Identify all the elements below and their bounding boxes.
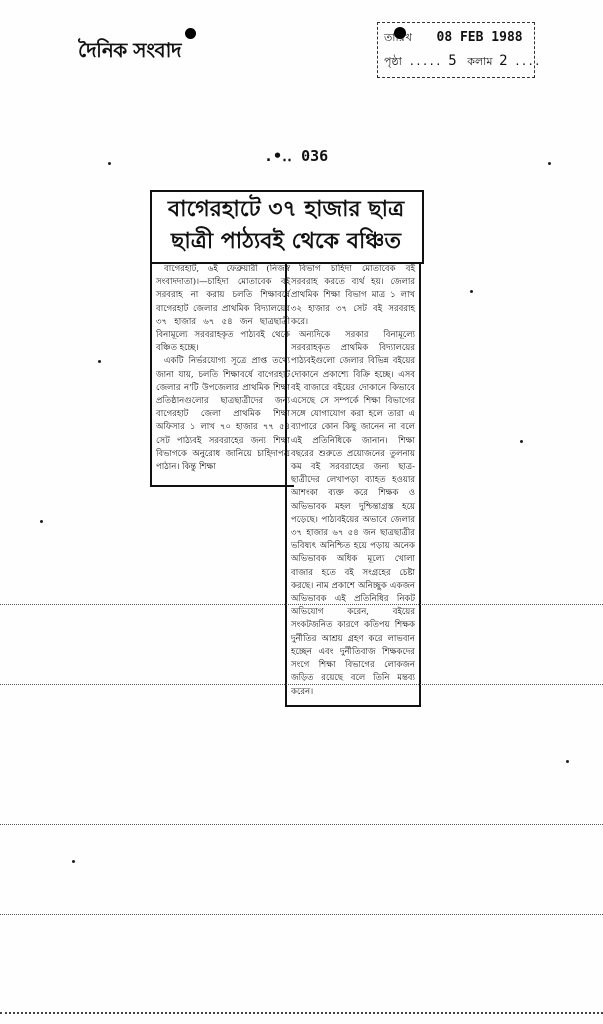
scan-dot-row — [0, 684, 603, 685]
newspaper-masthead: দৈনিক সংবাদ — [78, 38, 181, 62]
stamp-page-label: পৃষ্ঠা — [384, 55, 402, 68]
scan-speck — [40, 520, 43, 523]
scan-speck — [98, 360, 101, 363]
scan-speck — [520, 440, 523, 443]
stamp-column-label: কলাম — [467, 55, 493, 68]
scan-dot-row — [0, 604, 603, 605]
page-number: .•‥ 036 — [264, 147, 329, 165]
article-column-left — [150, 263, 294, 487]
scan-speck — [72, 860, 75, 863]
scan-dot-row — [0, 1012, 603, 1014]
headline-line-2: ছাত্রী পাঠ্যবই থেকে বঞ্চিত — [171, 228, 401, 254]
stamp-column: 2 — [499, 53, 508, 69]
scan-speck — [470, 290, 473, 293]
paragraph: অন্যদিকে সরকার বিনামূল্যে সরবরাহকৃত প্রাথমিক বিদ্যালয়ের পাঠ্যবইগুলো জেলার বিভিন্ন বইয়ের দোকানে প্রকাশ্যে বিক্রি হচ্ছে। এসব বই বাজারে বইয়ের দোকানে কিভাবে এসেছে সে সম্পর্কে শিক্ষা বিভাগের সঙ্গে যোগাযোগ করা হলে তারা এ ব্যাপারে কোন কিছু জানেন না বলে এই প্রতিনিধিকে জানান। শিক্ষা বছরের শুরুতে প্রয়োজনের তুলনায় কম বই সরবরাহের জন্য ছাত্র-ছাত্রীদের লেখাপড়া ব্যাহত হওয়ার আশংকা ব্যক্ত করে শিক্ষক ও অভিভাবক মহল দুশ্চিন্তাগ্রস্ত হয়ে পড়েছে। পাঠ্যবইয়ের অভাবে জেলার ৩৭ হাজার ৬৭ ৫৪ জন ছাত্রছাত্রীর ভবিষ্যৎ অনিশ্চিত হয়ে পড়ায় অনেক অভিভাবক অধিক মূল্যে খোলা বাজার হতে বই সংগ্রহের চেষ্টা করছে। নাম প্রকাশে অনিচ্ছুক একজন অভিভাবক এই প্রতিনিধির নিকট অভিযোগ করেন, বইয়ের সংকটজনিত কারণে কতিপয় শিক্ষক দুর্নীতির আশ্রয় গ্রহণ করে লাভবান হচ্ছেন এবং দুর্নীতিবাজ শিক্ষকদের সংগে শিক্ষা বিভাগের লোকজন জড়িত রয়েছে বলে তিনি মন্তব্য করেন। — [291, 330, 415, 697]
scan-speck — [548, 162, 551, 165]
ink-blot — [185, 28, 196, 39]
stamp-page: 5 — [448, 53, 457, 69]
scan-speck — [108, 162, 111, 165]
article-column-right — [285, 263, 421, 707]
paragraph: বিভাগ চাহিদা মোতাবেক বই সরবরাহ করতে ব্যর্থ হয়। জেলার প্রাথমিক শিক্ষা বিভাগ মাত্র ১ লাখ ৩২ হাজার ৩৭ সেট বই সরবরাহ করে। — [291, 264, 415, 327]
date-stamp: তারিখ 08 FEB 1988 পৃষ্ঠা ..... 5 কলাম 2 .... — [377, 22, 535, 78]
scan-dot-row — [0, 824, 603, 825]
scan-dot-row — [0, 914, 603, 915]
paragraph: বাগেরহাট, ৬ই ফেব্রুয়ারী (নিজস্ব সংবাদদাতা)।—চাহিদা মোতাবেক বই সরবরাহ না করায় চলতি শিক্ষাবর্ষে বাগেরহাট জেলার প্রাথমিক বিদ্যালয়ের ৩৭ হাজার ৬৭ ৫৪ জন ছাত্রছাত্রী বিনামূল্যে সরবরাহকৃত পাঠ্যবই থেকে বঞ্চিত হচ্ছে। — [156, 264, 290, 354]
stamp-date-label: তারিখ — [384, 31, 412, 44]
stamp-date: 08 FEB 1988 — [436, 30, 523, 45]
paragraph: একটি নির্ভরযোগ্য সূত্রে প্রাপ্ত তথ্যে জানা যায়, চলতি শিক্ষাবর্ষে বাগেরহাট জেলার ন'টি উপজেলার প্রাথমিক শিক্ষা প্রতিষ্ঠানগুলোর ছাত্রছাত্রীদের জন্য বাগেরহাট জেলা প্রাথমিক শিক্ষা অফিসার ১ লাখ ৭০ হাজার ৭৭ ৫৪ সেট পাঠ্যবই সরবরাহের জন্য শিক্ষা বিভাগকে অনুরোধ জানিয়ে চাহিদাপত্র পাঠান। কিন্তু শিক্ষা — [156, 356, 290, 473]
scan-speck — [566, 760, 569, 763]
headline-line-1: বাগেরহাটে ৩৭ হাজার ছাত্র — [167, 196, 405, 222]
